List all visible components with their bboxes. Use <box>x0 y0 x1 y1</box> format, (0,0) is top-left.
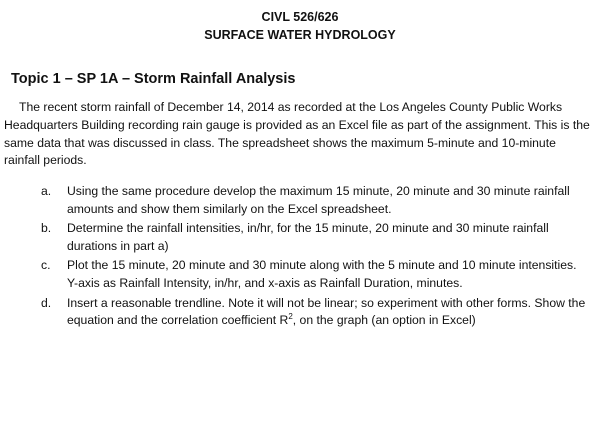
task-list <box>41 183 590 332</box>
intro-text: The recent storm rainfall of December 14, 2014 as recorded at the Los Angeles County Public Works Headquarters Building recording rain gauge is provided as an Excel file as part of the assignment. This is the same data that was discussed in class. The spreadsheet shows the maximum 5-minute and 10-minute rainfall periods. <box>4 100 590 168</box>
list-item-letter: a. <box>41 184 52 198</box>
topic-title: Topic 1 – SP 1A – Storm Rainfall Analysis <box>11 71 296 87</box>
list-item <box>41 257 590 293</box>
intro-paragraph <box>4 99 594 170</box>
list-item-text-after: , on the graph (an option in Excel) <box>292 313 476 328</box>
list-item-text <box>67 296 585 328</box>
list-item-letter: b. <box>41 221 52 236</box>
course-header <box>0 8 600 44</box>
r-squared-superscript: 2 <box>288 312 293 322</box>
list-item <box>41 295 590 331</box>
list-item-text: Determine the rainfall intensities, in/hr, for the 15 minute, 20 minute and 30 minute rainfall durations in part a) <box>67 221 549 253</box>
list-item <box>41 183 590 219</box>
course-code: CIVL 526/626 <box>261 10 339 24</box>
list-item <box>41 220 590 256</box>
list-item-text: Using the same procedure develop the maximum 15 minute, 20 minute and 30 minute rainfall amounts and show them similarly on the Excel spreadsheet. <box>67 184 570 216</box>
list-item-text-before: Insert a reasonable trendline. Note it will not be linear; so experiment with other forms. Show the equation and the correlation coefficient R <box>67 295 586 328</box>
list-item-letter: c. <box>41 258 51 273</box>
list-item-letter: d. <box>41 295 52 310</box>
course-title: SURFACE WATER HYDROLOGY <box>204 28 396 42</box>
list-item-text: Plot the 15 minute, 20 minute and 30 minute along with the 5 minute and 10 minute intensities. Y-axis as Rainfall Intensity, in/hr, and x-axis as Rainfall Duration, minutes. <box>67 258 577 291</box>
